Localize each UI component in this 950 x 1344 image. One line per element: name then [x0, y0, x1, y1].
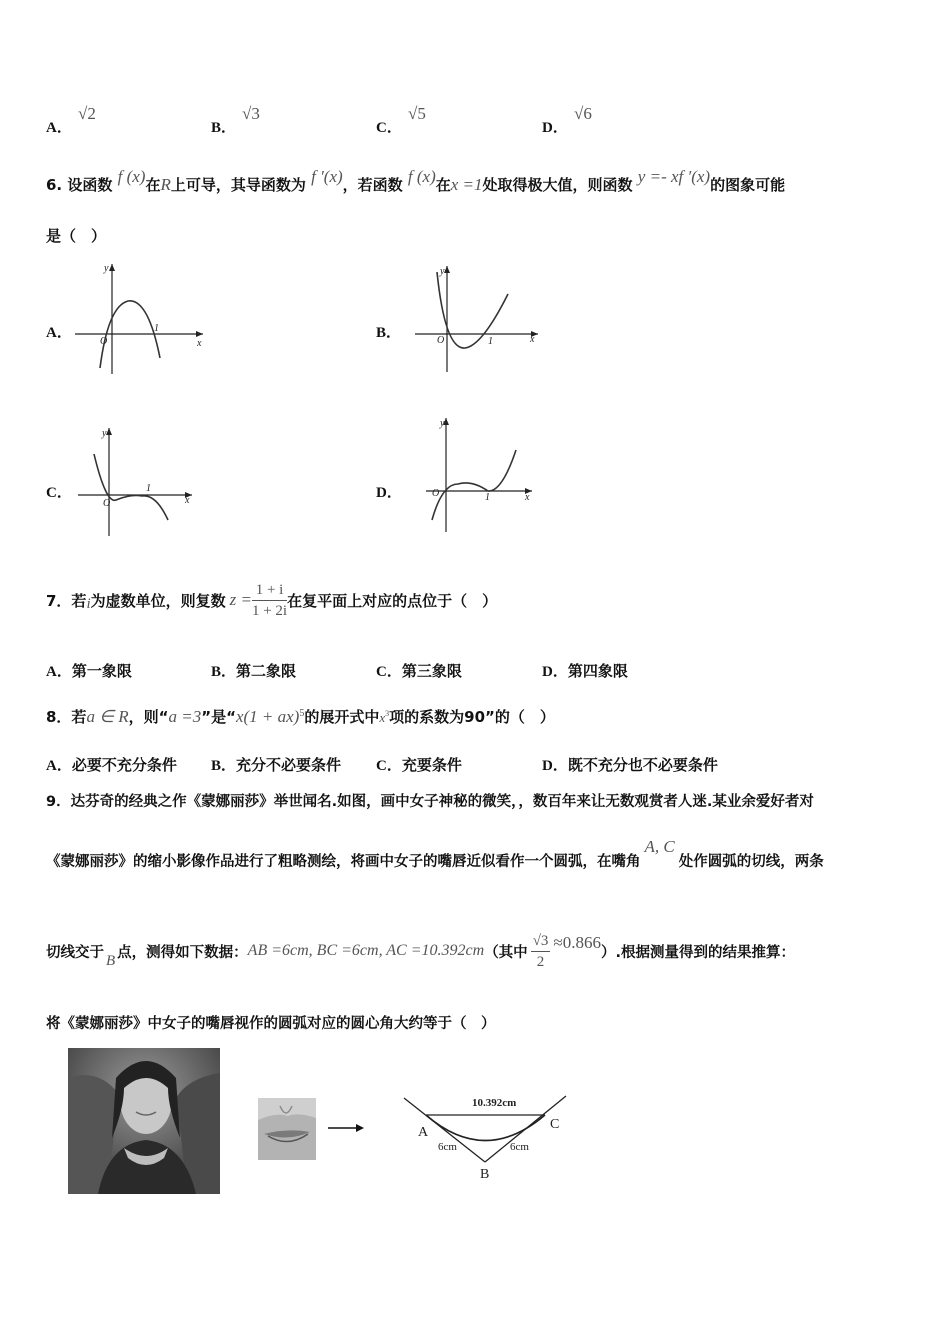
q7-fraction: $\frac{1 + i}{1 + 2i}$: [251, 581, 288, 619]
svg-text:O: O: [437, 335, 445, 346]
q9-line-3: 切线交于 B 点，测得如下数据： AB =6cm, BC =6cm, AC =10.392cm （其中 $\frac{√3}{2}$ ≈0.866 ）.根据测量得到的结果推算：: [46, 932, 796, 970]
q9-line-2: 《蒙娜丽莎》的缩小影像作品进行了粗略测绘，将画中女子的嘴唇近似看作一个圆弧，在嘴角A, C处作圆弧的切线，两条: [46, 837, 824, 870]
svg-text:C: C: [550, 1117, 560, 1132]
q9-line-4: 将《蒙娜丽莎》中女子的嘴唇视作的圆弧对应的圆心角大约等于（ ）: [46, 1016, 496, 1032]
q6-option-c[interactable]: C．: [46, 485, 72, 501]
svg-text:O: O: [103, 498, 111, 509]
svg-text:x: x: [185, 495, 190, 506]
mouth-closeup-image: [258, 1098, 316, 1160]
q7-option-c[interactable]: C．第三象限: [376, 664, 462, 680]
q5-option-c-value: √5: [408, 104, 426, 123]
q8-option-a[interactable]: A．必要不充分条件: [46, 758, 177, 774]
svg-text:10.392cm: 10.392cm: [472, 1097, 517, 1109]
svg-text:1: 1: [146, 483, 151, 494]
mona-lisa-image: [68, 1048, 220, 1194]
svg-text:O: O: [100, 336, 108, 347]
q6-option-d[interactable]: D．: [376, 485, 402, 501]
q5-option-b[interactable]: B．: [211, 120, 237, 136]
svg-text:x: x: [197, 338, 202, 349]
svg-text:A: A: [418, 1125, 429, 1140]
q6-line-1: 6. 设函数 f (x)在R上可导，其导函数为 f ′(x)，若函数 f (x)在x =1处取得极大值，则函数 y =- xf ′(x)的图象可能: [46, 167, 786, 194]
svg-text:x: x: [525, 492, 530, 503]
q8-line: 8．若a ∈ R，则“a =3”是“x(1 + ax)$^5$的展开式中$x^3$项的系数为90”的（ ）: [46, 707, 555, 726]
q5-option-d[interactable]: D．: [542, 120, 568, 136]
svg-text:O: O: [432, 488, 440, 499]
svg-text:6cm: 6cm: [510, 1141, 529, 1153]
q7-option-d[interactable]: D．第四象限: [542, 664, 628, 680]
arrow-right-icon: [326, 1118, 368, 1138]
svg-text:x: x: [530, 334, 535, 345]
q8-option-b[interactable]: B．充分不必要条件: [211, 758, 342, 774]
svg-text:y: y: [102, 428, 107, 439]
svg-text:1: 1: [154, 323, 159, 334]
lip-arc-diagram: [400, 1088, 580, 1182]
svg-text:6cm: 6cm: [438, 1141, 457, 1153]
q6-option-a[interactable]: A．: [46, 325, 72, 341]
q7-option-b[interactable]: B．第二象限: [211, 664, 297, 680]
q5-option-a[interactable]: A．: [46, 120, 72, 136]
q7-option-a[interactable]: A．第一象限: [46, 664, 132, 680]
q6-graph-b: [410, 262, 550, 374]
q6-option-b[interactable]: B．: [376, 325, 402, 341]
q6-graph-a: [70, 258, 210, 380]
q8-option-c[interactable]: C．充要条件: [376, 758, 462, 774]
q5-option-c[interactable]: C．: [376, 120, 402, 136]
q5-option-b-value: √3: [242, 104, 260, 123]
svg-text:B: B: [480, 1167, 490, 1182]
q6-graph-d: [420, 414, 545, 536]
q6-graph-c: [74, 424, 204, 538]
q9-fraction: $\frac{√3}{2}$: [532, 932, 549, 970]
q7-line: 7．若 i 为虚数单位，则复数 z = $\frac{1 + i}{1 + 2i}$ 在复平面上对应的点位于（ ）: [46, 581, 498, 619]
svg-text:y: y: [440, 418, 445, 429]
q9-line-1: 9．达芬奇的经典之作《蒙娜丽莎》举世闻名.如图，画中女子神秘的微笑，，数百年来让无数观赏者人迷.某业余爱好者对: [46, 794, 814, 810]
svg-text:1: 1: [488, 336, 493, 347]
svg-text:1: 1: [485, 492, 490, 503]
q6-line-2: 是（ ）: [46, 227, 107, 245]
svg-text:y: y: [104, 263, 109, 274]
q8-option-d[interactable]: D．既不充分也不必要条件: [542, 758, 718, 774]
q5-option-d-value: √6: [574, 104, 592, 123]
svg-text:y: y: [440, 266, 445, 277]
q5-option-a-value: √2: [78, 104, 96, 123]
